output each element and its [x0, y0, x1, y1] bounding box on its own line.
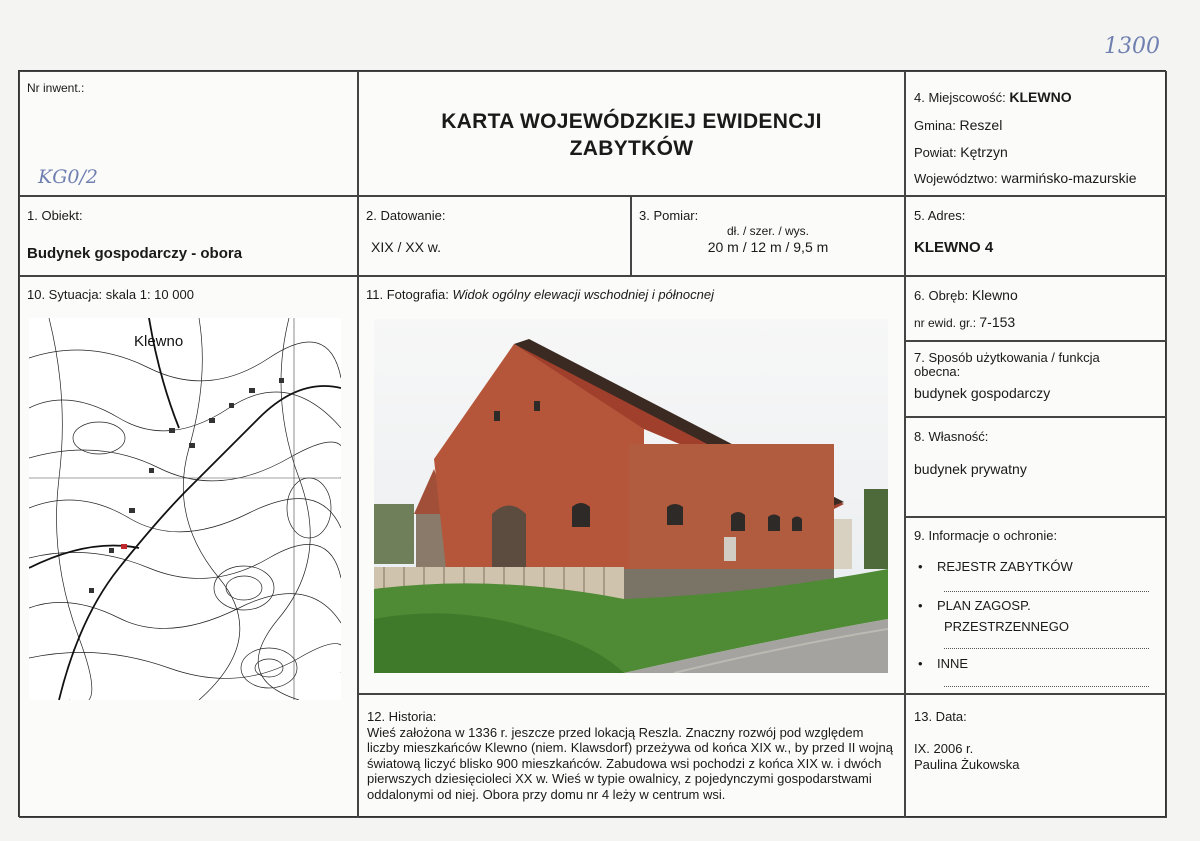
- obreb-row: 6. Obręb: Klewno: [914, 287, 1018, 303]
- dotted-line: [944, 686, 1149, 687]
- ownership-cell: [905, 417, 1167, 517]
- ownership-value: budynek prywatny: [914, 461, 1027, 477]
- inventory-number-handwritten: KG0/2: [38, 166, 98, 188]
- situation-label: 10. Sytuacja: skala 1: 10 000: [27, 287, 194, 302]
- protection-item-other: • INNE: [918, 656, 969, 671]
- author-name: Paulina Żukowska: [914, 757, 1020, 772]
- measurement-value: 20 m / 12 m / 9,5 m: [707, 239, 829, 255]
- date-label: 13. Data:: [914, 709, 967, 724]
- photo-label: 11. Fotografia: Widok ogólny elewacji wschodniej i północnej: [366, 287, 714, 302]
- inventory-number-cell: [19, 71, 358, 196]
- usage-value: budynek gospodarczy: [914, 385, 1051, 401]
- history-cell: [358, 694, 905, 818]
- date-cell: [905, 694, 1167, 818]
- protection-item-plan-cont: PRZESTRZENNEGO: [944, 619, 1069, 634]
- dating-cell: [358, 196, 631, 276]
- object-label: 1. Obiekt:: [27, 208, 83, 223]
- topographic-map: [29, 318, 341, 700]
- title-cell: [358, 71, 905, 196]
- photo-cell: [358, 276, 905, 694]
- measurement-units: dł. / szer. / wys.: [726, 224, 810, 238]
- object-cell: [19, 196, 358, 276]
- dating-value: XIX / XX w.: [371, 239, 442, 255]
- protection-cell: [905, 517, 1167, 694]
- history-block: 12. Historia: Wieś założona w 1336 r. jeszcze przed lokacją Reszla. Znaczny rozwój pod względem liczby mieszkańców Klewno (niem. Klawsdorf) przeżywa od końca XIX w., by przed II wojną światową liczyć blisko 900 mieszkańców. Zabudowa wsi pochodzi z końca XIX w. i dwóch pierwszych dziesięcioleci XX w. Wieś w typie owalnicy, z pojedynczymi gospodarstwami oddalonymi od niej. Obora przy domu nr 4 leży w centrum wsi.: [367, 709, 893, 802]
- location-cell: [905, 71, 1167, 196]
- usage-label: 7. Sposób użytkowania / funkcja obecna:: [914, 350, 1100, 379]
- miejscowosc-row: 4. Miejscowość: KLEWNO: [914, 89, 1072, 105]
- barn-photo: [374, 319, 888, 673]
- inventory-card: [18, 70, 1166, 817]
- protection-label: 9. Informacje o ochronie:: [914, 528, 1058, 543]
- measurement-cell: [631, 196, 905, 276]
- protection-item-plan: • PLAN ZAGOSP.: [918, 598, 1031, 613]
- wojewodztwo-row: Województwo: warmińsko-mazurskie: [914, 170, 1137, 186]
- address-label: 5. Adres:: [914, 208, 966, 223]
- usage-cell: [905, 341, 1167, 417]
- dating-label: 2. Datowanie:: [366, 208, 446, 223]
- protection-item-register: • REJESTR ZABYTKÓW: [918, 559, 1073, 574]
- ownership-label: 8. Własność:: [914, 429, 989, 444]
- dotted-line: [944, 648, 1149, 649]
- address-cell: [905, 196, 1167, 276]
- address-value: KLEWNO 4: [914, 239, 994, 256]
- card-title: KARTA WOJEWÓDZKIEJ EWIDENCJI ZABYTKÓW: [441, 110, 822, 160]
- powiat-row: Powiat: Kętrzyn: [914, 144, 1008, 160]
- precinct-cell: [905, 276, 1167, 341]
- measurement-label: 3. Pomiar:: [639, 208, 699, 223]
- inventory-number-label: Nr inwent.:: [27, 81, 85, 95]
- date-value: IX. 2006 r.: [914, 741, 974, 756]
- gmina-row: Gmina: Reszel: [914, 117, 1003, 133]
- ewid-row: nr ewid. gr.: 7-153: [914, 314, 1016, 330]
- dotted-line: [944, 591, 1149, 592]
- page-note-handwritten: 1300: [1104, 34, 1160, 59]
- object-value: Budynek gospodarczy - obora: [27, 245, 243, 262]
- map-place-label: Klewno: [134, 333, 184, 350]
- situation-cell: [19, 276, 358, 818]
